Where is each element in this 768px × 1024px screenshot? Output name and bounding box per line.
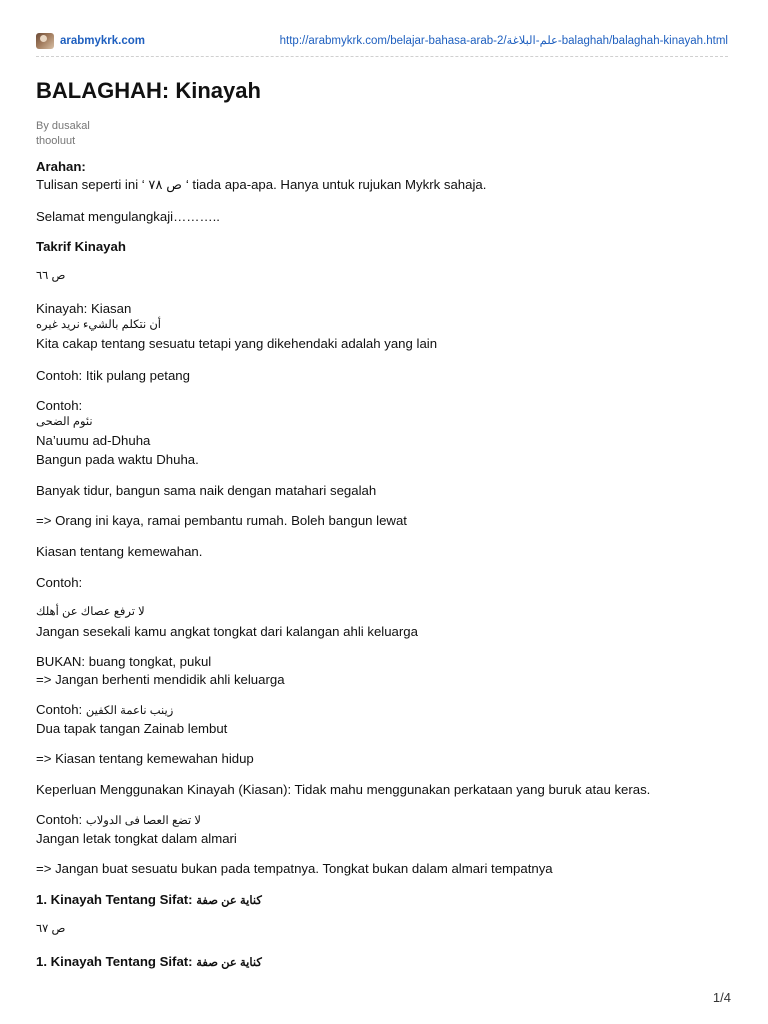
translation-4: Dua tapak tangan Zainab lembut	[36, 721, 228, 736]
contoh-label-5: Contoh:	[36, 812, 83, 827]
translation-3: Jangan sesekali kamu angkat tongkat dari kalangan ahli keluarga	[36, 624, 418, 639]
section-1b-arabic: كناية عن صفة	[196, 957, 262, 969]
arabic-example-4: زينب ناعمة الكفين	[85, 705, 174, 717]
arahan-heading: Arahan:	[36, 159, 86, 174]
keperluan-text: Keperluan Menggunakan Kinayah (Kiasan): Tidak mahu menggunakan perkataan yang buruk atau keras.	[36, 782, 651, 797]
header-divider	[36, 56, 728, 57]
page-title: BALAGHAH: Kinayah	[36, 78, 261, 103]
section-1-label: 1. Kinayah Tentang Sifat:	[36, 892, 193, 907]
translation-5: Jangan letak tongkat dalam almari	[36, 831, 237, 846]
example-1: Contoh: Itik pulang petang	[36, 368, 190, 383]
header-bar	[36, 30, 728, 52]
page-ref-66: ص ٦٦	[36, 270, 66, 282]
article-meta	[36, 119, 90, 149]
kiasan-2: Kiasan tentang kemewahan.	[36, 544, 203, 559]
implication-4: => Kiasan tentang kemewahan hidup	[36, 751, 254, 766]
example-5-line	[36, 811, 201, 830]
takrif-heading: Takrif Kinayah	[36, 239, 126, 254]
section-1b-label: 1. Kinayah Tentang Sifat:	[36, 954, 193, 969]
arabic-example-5: لا تضع العصا فى الدولاب	[85, 815, 201, 827]
section-1b-heading	[36, 953, 262, 972]
arabic-example-2: نئوم الضحى	[36, 416, 93, 428]
page-number: 1/4	[712, 990, 731, 1005]
arabic-definition: أن نتكلم بالشيء نريد غيره	[36, 319, 162, 331]
arabic-example-3: لا ترفع عصاك عن أهلك	[36, 606, 145, 618]
site-favicon-icon	[36, 33, 54, 49]
site-link[interactable]	[36, 33, 145, 49]
page-ref-67: ص ٦٧	[36, 923, 66, 935]
transliteration-2: Na’uumu ad-Dhuha	[36, 433, 151, 448]
explanation-2: Banyak tidur, bangun sama naik dengan matahari segalah	[36, 483, 377, 498]
section-1-arabic: كناية عن صفة	[196, 895, 262, 907]
contoh-label-2: Contoh:	[36, 398, 83, 413]
bukan-3: BUKAN: buang tongkat, pukul	[36, 654, 212, 669]
kinayah-definition: Kinayah: Kiasan	[36, 301, 132, 316]
implication-5: => Jangan buat sesuatu bukan pada tempatnya. Tongkat bukan dalam almari tempatnya	[36, 861, 553, 876]
arahan-text: Tulisan seperti ini ‘ ص ٧٨ ‘ tiada apa-apa. Hanya untuk rujukan Mykrk sahaja.	[36, 177, 487, 192]
page-url-link[interactable]: http://arabmykrk.com/belajar-bahasa-arab-2/علم-البلاغة-balaghah/balaghah-kinayah.html	[279, 35, 728, 47]
contoh-label-3: Contoh:	[36, 575, 83, 590]
definition-translation: Kita cakap tentang sesuatu tetapi yang dikehendaki adalah yang lain	[36, 336, 438, 351]
implication-2: => Orang ini kaya, ramai pembantu rumah. Boleh bangun lewat	[36, 513, 407, 528]
author-handle: thooluut	[36, 135, 76, 147]
greeting-text: Selamat mengulangkaji………..	[36, 209, 220, 224]
implication-3: => Jangan berhenti mendidik ahli keluarga	[36, 672, 285, 687]
author-line: By dusakal	[36, 120, 90, 132]
site-name[interactable]: arabmykrk.com	[60, 35, 146, 47]
example-4-line	[36, 701, 173, 720]
translation-2: Bangun pada waktu Dhuha.	[36, 452, 199, 467]
contoh-label-4: Contoh:	[36, 702, 83, 717]
section-1-heading	[36, 891, 262, 910]
